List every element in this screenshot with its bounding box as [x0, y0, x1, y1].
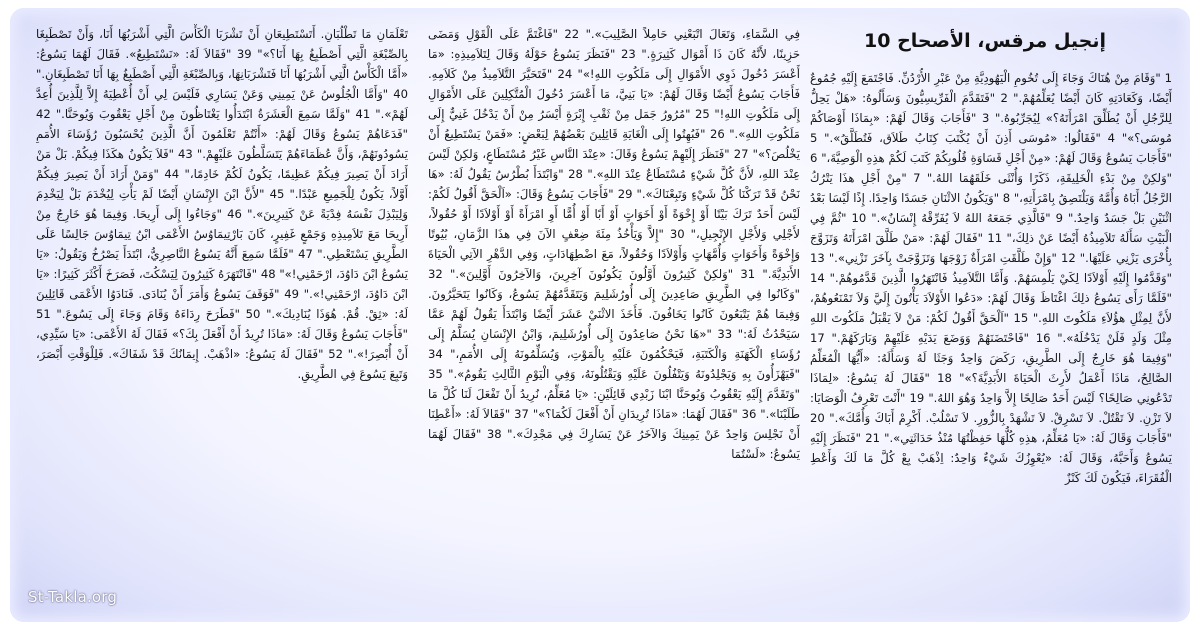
- chapter-card: [10, 8, 1190, 622]
- chapter-title: إنجيل مرقس، الأصحاح 10: [864, 30, 1106, 52]
- text-column-left: تَعْلَمَانِ مَا تَطْلُبَانِ. أَتَسْتَطِيعَانِ أَنْ تَشْرَبَا الْكَأْسَ الَّتِي أَشْرَبُهَا أَنَا، وَأَنْ تَصْطَبِغَا بِالصِّبْغَةِ الَّتِي أَصْطَبِغُ بِهَا أَنَا؟»" 39 "فَقَالاَ لَهُ: «نَسْتَطِيعُ». فَقَالَ لَهُمَا يَسُوعُ: «أَمَّا الْكَأْسُ الَّتِي أَشْرَبُهَا أَنَا فَتَشْرَبَانِهَا، وَبِالصِّبْغَةِ الَّتِي أَصْطَبِغُ بِهَا أَنَا تَصْطَبِغَانِ." 40 "وَأَمَّا الْجُلُوسُ عَنْ يَمِينِي وَعَنْ يَسَارِي فَلَيْسَ لِي أَنْ أُعْطِيَهُ إِلاَّ لِلَّذِينَ أُعِدَّ لَهُمْ»." 41 "وَلَمَّا سَمِعَ الْعَشَرَةُ ابْتَدَأُوا يَغْتَاظُونَ مِنْ أَجْلِ يَعْقُوبَ وَيُوحَنَّا." 42 "فَدَعَاهُمْ يَسُوعُ وَقَالَ لَهُمْ: «أَنْتُمْ تَعْلَمُونَ أَنَّ الَّذِينَ يُحْسَبُونَ رُؤَسَاءَ الأُمَمِ يَسُودُونَهُمْ، وَأَنَّ عُظَمَاءَهُمْ يَتَسَلَّطُونَ عَلَيْهِمْ." 43 "فَلاَ يَكُونُ هكَذَا فِيكُمْ. بَلْ مَنْ أَرَادَ أَنْ يَصِيرَ فِيكُمْ عَظِيمًا، يَكُونُ لَكُمْ خَادِمًا،" 44 "وَمَنْ أَرَادَ أَنْ يَصِيرَ فِيكُمْ أَوَّلاً، يَكُونُ لِلْجَمِيعِ عَبْدًا." 45 "لأَنَّ ابْنَ الإِنْسَانِ أَيْضًا لَمْ يَأْتِ لِيُخْدَمَ بَلْ لِيَخْدِمَ وَلِيَبْذِلَ نَفْسَهُ فِدْيَةً عَنْ كَثِيرِينَ»." 46 "وَجَاءُوا إِلَى أَرِيحَا. وَفِيمَا هُوَ خَارِجٌ مِنْ أَرِيحَا مَعَ تَلاَمِيذِهِ وَجَمْعٍ غَفِيرٍ، كَانَ بَارْتِيمَاوُسُ الأَعْمَى ابْنُ تِيمَاوُسَ جَالِسًا عَلَى الطَّرِيقِ يَسْتَعْطِي." 47 "فَلَمَّا سَمِعَ أَنَّهُ يَسُوعُ النَّاصِرِيُّ، ابْتَدَأَ يَصْرُخُ وَيَقُولُ: «يَا يَسُوعُ ابْنَ دَاوُدَ، ارْحَمْنِي!»" 48 "فَانْتَهَرَهُ كَثِيرُونَ لِيَسْكُتَ، فَصَرَخَ أَكْثَرَ كَثِيرًا: «يَا ابْنَ دَاوُدَ، ارْحَمْنِي!»." 49 "فَوَقَفَ يَسُوعُ وَأَمَرَ أَنْ يُنَادَى. فَنَادَوُا الأَعْمَى قَائِلِينَ لَهُ: «ثِقْ. قُمْ. هُوَذَا يُنَادِيكَ»." 50 "فَطَرَحَ رِدَاءَهُ وَقَامَ وَجَاءَ إِلَى يَسُوعَ." 51 "فَأَجَابَ يَسُوعُ وَقَالَ لَهُ: «مَاذَا تُرِيدُ أَنْ أَفْعَلَ بِكَ؟» فَقَالَ لَهُ الأَعْمَى: «يَا سَيِّدِي، أَنْ أُبْصِرَ!»." 52 "فَقَالَ لَهُ يَسُوعُ: «اذْهَبْ. إِيمَانُكَ قَدْ شَفَاكَ». فَلِلْوَقْتِ أَبْصَرَ، وَتَبِعَ يَسُوعَ فِي الطَّرِيقِ.: [36, 27, 408, 381]
- site-watermark: St-Takla.org: [28, 588, 118, 606]
- text-column-right: 1 "وَقَامَ مِنْ هُنَاكَ وَجَاءَ إِلَى تُخُومِ الْيَهُودِيَّةِ مِنْ عَبْرِ الأُرْدُنِّ. فَاجْتَمَعَ إِلَيْهِ جُمُوعٌ أَيْضًا، وَكَعَادَتِهِ كَانَ أَيْضًا يُعَلِّمُهُمْ." 2 "فَتَقَدَّمَ الْفَرِّيسِيُّونَ وَسَأَلُوهُ: «هَلْ يَحِلُّ لِلرَّجُلِ أَنْ يُطَلِّقَ امْرَأَتَهُ؟» لِيُجَرِّبُوهُ." 3 "فَأَجَابَ وَقَالَ لَهُمْ: «بِمَاذَا أَوْصَاكُمْ مُوسَى؟»" 4 "فَقَالُوا: «مُوسَى أَذِنَ أَنْ يُكْتَبَ كِتَابُ طَلاَق، فَتُطَلَّقُ»." 5 "فَأَجَابَ يَسُوعُ وَقَالَ لَهُمْ: «مِنْ أَجْلِ قَسَاوَةِ قُلُوبِكُمْ كَتَبَ لَكُمْ هذِهِ الْوَصِيَّةَ،" 6 "وَلكِنْ مِنْ بَدْءِ الْخَلِيقَةِ، ذَكَرًا وَأُنْثَى خَلَقَهُمَا اللهُ." 7 "مِنْ أَجْلِ هذَا يَتْرُكُ الرَّجُلُ أَبَاهُ وَأُمَّهُ وَيَلْتَصِقُ بِامْرَأَتِهِ،" 8 "وَيَكُونُ الاثْنَانِ جَسَدًا وَاحِدًا. إِذًا لَيْسَا بَعْدُ اثْنَيْنِ بَلْ جَسَدٌ وَاحِدٌ." 9 "فَالَّذِي جَمَعَهُ اللهُ لاَ يُفَرِّقْهُ إِنْسَانٌ»." 10 "ثُمَّ فِي الْبَيْتِ سَأَلَهُ تَلاَمِيذُهُ أَيْضًا عَنْ ذلِكَ،" 11 "فَقَالَ لَهُمْ: «مَنْ طَلَّقَ امْرَأَتَهُ وَتَزَوَّجَ بِأُخْرَى يَزْنِي عَلَيْهَا." 12 "وَإِنْ طَلَّقَتِ امْرَأَةٌ زَوْجَهَا وَتَزَوَّجَتْ بِآخَرَ تَزْنِي»." 13 "وَقَدَّمُوا إِلَيْهِ أَوْلاَدًا لِكَيْ يَلْمِسَهُمْ. وَأَمَّا التَّلاَمِيذُ فَانْتَهَرُوا الَّذِينَ قَدَّمُوهُمْ." 14 "فَلَمَّا رَأَى يَسُوعُ ذلِكَ اغْتَاظَ وَقَالَ لَهُمْ: «دَعُوا الأَوْلاَدَ يَأْتُونَ إِلَيَّ وَلاَ تَمْنَعُوهُمْ، لأَنَّ لِمِثْلِ هؤُلاَءِ مَلَكُوتَ اللهِ." 15 "اَلْحَقَّ أَقُولُ لَكُمْ: مَنْ لاَ يَقْبَلُ مَلَكُوتَ اللهِ مِثْلَ وَلَدٍ فَلَنْ يَدْخُلَهُ»." 16 "فَاحْتَضَنَهُمْ وَوَضَعَ يَدَيْهِ عَلَيْهِمْ وَبَارَكَهُمْ." 17 "وَفِيمَا هُوَ خَارِجٌ إِلَى الطَّرِيقِ، رَكَضَ وَاحِدٌ وَجَثَا لَهُ وَسَأَلَهُ: «أَيُّهَا الْمُعَلِّمُ الصَّالِحُ، مَاذَا أَعْمَلُ لأَرِثَ الْحَيَاةَ الأَبَدِيَّةَ؟»" 18 "فَقَالَ لَهُ يَسُوعُ: «لِمَاذَا تَدْعُونِي صَالِحًا؟ لَيْسَ أَحَدٌ صَالِحًا إِلاَّ وَاحِدٌ وَهُوَ اللهُ." 19 "أَنْتَ تَعْرِفُ الْوَصَايَا: لاَ تَزْنِ. لاَ تَقْتُلْ. لاَ تَسْرِقْ. لاَ تَشْهَدْ بِالزُّورِ. لاَ تَسْلُبْ. أَكْرِمْ أَبَاكَ وَأُمَّكَ»." 20 "فَأَجَابَ وَقَالَ لَهُ: «يَا مُعَلِّمُ، هذِهِ كُلُّهَا حَفِظْتُهَا مُنْذُ حَدَاثَتِي»." 21 "فَنَظَرَ إِلَيْهِ يَسُوعُ وَأَحَبَّهُ، وَقَالَ لَهُ: «يُعْوِزُكَ شَيْءٌ وَاحِدٌ: اِذْهَبْ بِعْ كُلَّ مَا لَكَ وَأَعْطِ الْفُقَرَاءَ، فَيَكُونَ لَكَ كَنْزٌ: [810, 71, 1172, 485]
- text-column-middle: فِي السَّمَاءِ، وَتَعَالَ اتْبَعْنِي حَامِلاً الصَّلِيبَ»." 22 "فَاغْتَمَّ عَلَى الْقَوْلِ وَمَضَى حَزِينًا، لأَنَّهُ كَانَ ذَا أَمْوَال كَثِيرَةٍ." 23 "فَنَظَرَ يَسُوعُ حَوْلَهُ وَقَالَ لِتَلاَمِيذِهِ: «مَا أَعْسَرَ دُخُولَ ذَوِي الأَمْوَالِ إِلَى مَلَكُوتِ اللهِ!»" 24 "فَتَحَيَّرَ التَّلاَمِيذُ مِنْ كَلاَمِهِ. فَأَجَابَ يَسُوعُ أَيْضًا وَقَالَ لَهُمْ: «يَا بَنِيَّ، مَا أَعْسَرَ دُخُولَ الْمُتَّكِلِينَ عَلَى الأَمْوَالِ إِلَى مَلَكُوتِ اللهِ!" 25 "مُرُورُ جَمَل مِنْ ثَقْبِ إِبْرَةٍ أَيْسَرُ مِنْ أَنْ يَدْخُلَ غَنِيٌّ إِلَى مَلَكُوتِ اللهِ»." 26 "فَبُهِتُوا إِلَى الْغَايَةِ قَائِلِينَ بَعْضُهُمْ لِبَعْضٍ: «فَمَنْ يَسْتَطِيعُ أَنْ يَخْلُصَ؟»" 27 "فَنَظَرَ إِلَيْهِمْ يَسُوعُ وَقَالَ: «عِنْدَ النَّاسِ غَيْرُ مُسْتَطَاعٍ، وَلكِنْ لَيْسَ عِنْدَ اللهِ، لأَنَّ كُلَّ شَيْءٍ مُسْتَطَاعٌ عِنْدَ اللهِ»." 28 "وَابْتَدَأَ بُطْرُسُ يَقُولُ لَهُ: «هَا نَحْنُ قَدْ تَرَكْنَا كُلَّ شَيْءٍ وَتَبِعْنَاكَ»." 29 "فَأَجَابَ يَسُوعُ وَقَالَ: «اَلْحَقَّ أَقُولُ لَكُمْ: لَيْسَ أَحَدٌ تَرَكَ بَيْتًا أَوْ إِخْوَةً أَوْ أَخَوَاتٍ أَوْ أَبًا أَوْ أُمًّا أَوِ امْرَأَةً أَوْ أَوْلاَدًا أَوْ حُقُولاً، لأَجْلِي وَلأَجْلِ الإِنْجِيلِ،" 30 "إِلاَّ وَيَأْخُذُ مِئَةَ ضِعْفٍ الآنَ فِي هذَا الزَّمَانِ، بُيُوتًا وَإِخْوَةً وَأَخَوَاتٍ وَأُمَّهَاتٍ وَأَوْلاَدًا وَحُقُولاً، مَعَ اضْطِهَادَاتٍ، وَفِي الدَّهْرِ الآتِي الْحَيَاةَ الأَبَدِيَّةَ." 31 "وَلكِنْ كَثِيرُونَ أَوَّلُونَ يَكُونُونَ آخِرِينَ، وَالآخِرُونَ أَوَّلِينَ»." 32 "وَكَانُوا فِي الطَّرِيقِ صَاعِدِينَ إِلَى أُورُشَلِيمَ وَيَتَقَدَّمُهُمْ يَسُوعُ، وَكَانُوا يَتَحَيَّرُونَ. وَفِيمَا هُمْ يَتْبَعُونَ كَانُوا يَخَافُونَ. فَأَخَذَ الاثْنَيْ عَشَرَ أَيْضًا وَابْتَدَأَ يَقُولُ لَهُمْ عَمَّا سَيَحْدُثُ لَهُ:" 33 "«هَا نَحْنُ صَاعِدُونَ إِلَى أُورُشَلِيمَ، وَابْنُ الإِنْسَانِ يُسَلَّمُ إِلَى رُؤَسَاءِ الْكَهَنَةِ وَالْكَتَبَةِ، فَيَحْكُمُونَ عَلَيْهِ بِالْمَوْتِ، وَيُسَلِّمُونَهُ إِلَى الأُمَمِ،" 34 "فَيَهْزَأُونَ بِهِ وَيَجْلِدُونَهُ وَيَتْفُلُونَ عَلَيْهِ وَيَقْتُلُونَهُ، وَفِي الْيَوْمِ الثَّالِثِ يَقُومُ»." 35 "وَتَقَدَّمَ إِلَيْهِ يَعْقُوبُ وَيُوحَنَّا ابْنَا زَبْدِي قَائِلَيْنِ: «يَا مُعَلِّمُ، نُرِيدُ أَنْ تَفْعَلَ لَنَا كُلَّ مَا طَلَبْنَا»." 36 "فَقَالَ لَهُمَا: «مَاذَا تُرِيدَانِ أَنْ أَفْعَلَ لَكُمَا؟»" 37 "فَقَالاَ لَهُ: «أَعْطِنَا أَنْ نَجْلِسَ وَاحِدٌ عَنْ يَمِينِكَ وَالآخَرُ عَنْ يَسَارِكَ فِي مَجْدِكَ»." 38 "فَقَالَ لَهُمَا يَسُوعُ: «لَسْتُمَا: [428, 27, 800, 461]
